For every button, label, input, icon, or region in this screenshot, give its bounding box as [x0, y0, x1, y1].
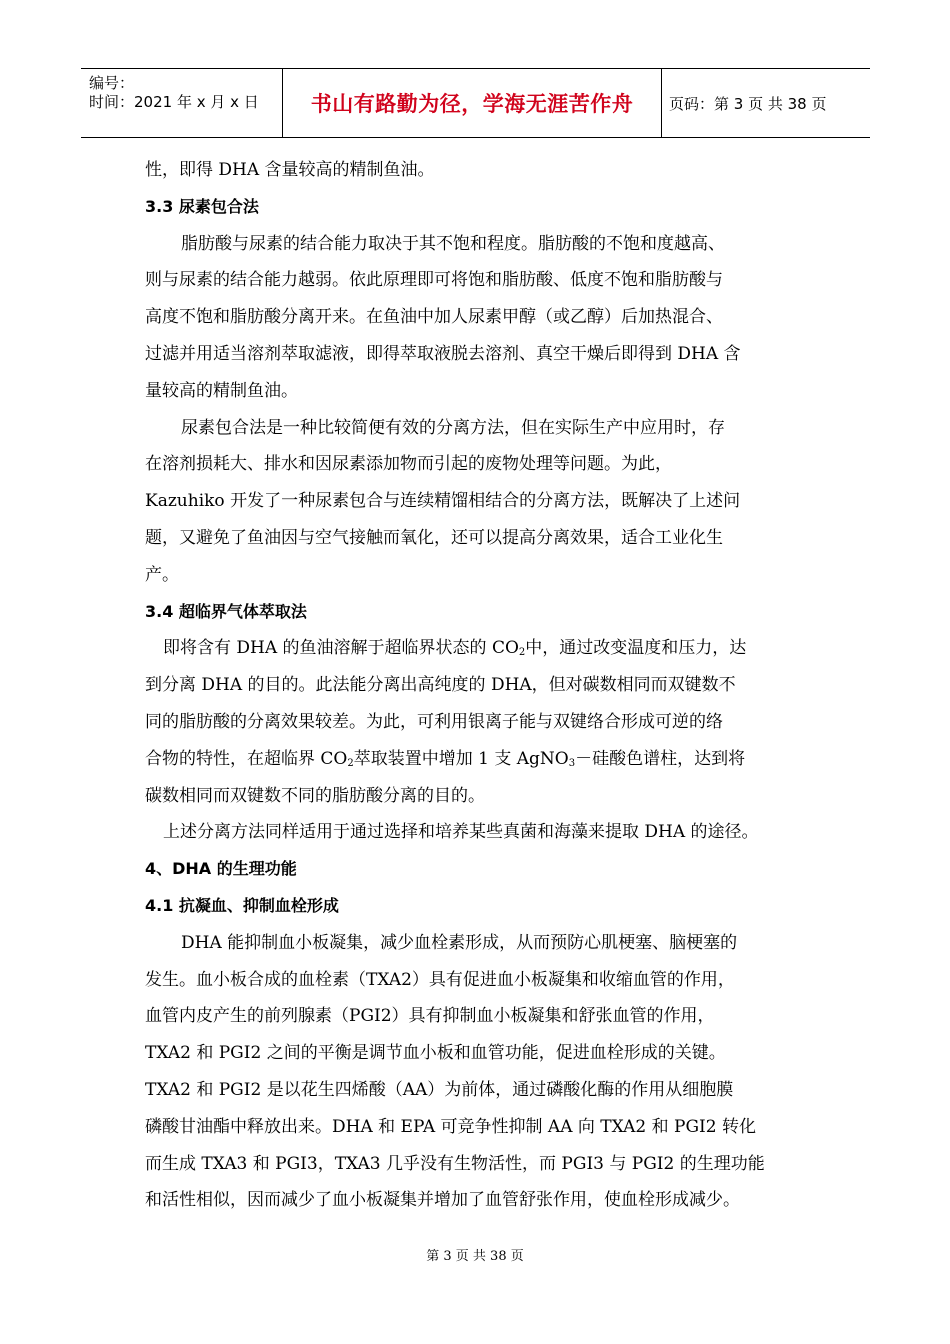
paragraph-line: 发生。血小板合成的血栓素（TXA2）具有促进血小板凝集和收缩血管的作用，: [145, 969, 735, 990]
header-date: 时间：2021 年 x 月 x 日: [89, 93, 259, 111]
paragraph-line: 而生成 TXA3 和 PGI3，TXA3 几乎没有生物活性，而 PGI3 与 PGI2 的生理功能: [145, 1153, 765, 1174]
paragraph-line: [145, 630, 825, 667]
text-run: 合物的特性，在超临界 CO: [145, 748, 348, 769]
header-page-number: 页码：第 3 页 共 38 页: [669, 94, 827, 113]
section-heading-4: 4、DHA 的生理功能: [145, 859, 297, 879]
paragraph-line: 高度不饱和脂肪酸分离开来。在鱼油中加人尿素甲醇（或乙醇）后加热混合、: [145, 307, 723, 328]
section-heading-3-3: 3.3 尿素包合法: [145, 196, 259, 216]
text-run: 萃取装置中增加 1 支 AgNO: [353, 748, 569, 769]
document-body: [145, 152, 825, 1219]
paragraph-line: 产。: [145, 564, 179, 585]
paragraph-line: 血管内皮产生的前列腺素（PGI2）具有抑制血小板凝集和舒张血管的作用，: [145, 1006, 715, 1027]
paragraph-line: 到分离 DHA 的目的。此法能分离出高纯度的 DHA，但对碳数相同而双键数不: [145, 675, 736, 696]
paragraph-line: Kazuhiko 开发了一种尿素包合与连续精馏相结合的分离方法，既解决了上述问: [145, 491, 741, 512]
text-run: 即将含有 DHA 的鱼油溶解于超临界状态的 CO: [163, 638, 519, 659]
section-heading-4-1: 4.1 抗凝血、抑制血栓形成: [145, 895, 339, 915]
text-run: 中，通过改变温度和压力，达: [525, 638, 747, 659]
text-run: －硅酸色谱柱，达到将: [575, 748, 746, 769]
header-meta: [81, 69, 281, 137]
paragraph-line: 题，又避免了鱼油因与空气接触而氧化，还可以提高分离效果，适合工业化生: [145, 527, 723, 548]
paragraph-line: 性，即得 DHA 含量较高的精制鱼油。: [145, 160, 435, 180]
paragraph-line: 和活性相似，因而减少了血小板凝集并增加了血管舒张作用，使血栓形成减少。: [145, 1190, 740, 1211]
subscript: 3: [568, 757, 576, 769]
paragraph-line: 磷酸甘油酯中释放出来。DHA 和 EPA 可竞争性抑制 AA 向 TXA2 和 PGI2 转化: [145, 1116, 756, 1137]
paragraph-line: TXA2 和 PGI2 是以花生四烯酸（AA）为前体，通过磷酸化酶的作用从细胞膜: [145, 1079, 734, 1100]
paragraph-line: 尿素包合法是一种比较简便有效的分离方法，但在实际生产中应用时，存: [181, 417, 725, 438]
paragraph-line: 同的脂肪酸的分离效果较差。为此，可利用银离子能与双键络合形成可逆的络: [145, 711, 723, 732]
paragraph-line: 上述分离方法同样适用于通过选择和培养某些真菌和海藻来提取 DHA 的途径。: [163, 822, 759, 843]
paragraph-line: DHA 能抑制血小板凝集，减少血栓素形成，从而预防心肌梗塞、脑梗塞的: [181, 932, 738, 953]
paragraph-line: 脂肪酸与尿素的结合能力取决于其不饱和程度。脂肪酸的不饱和度越高、: [181, 233, 725, 254]
header-motto: 书山有路勤为径，学海无涯苦作舟: [310, 92, 634, 116]
paragraph-line: [145, 741, 825, 778]
paragraph-line: 过滤并用适当溶剂萃取滤液，即得萃取液脱去溶剂、真空干燥后即得到 DHA 含: [145, 343, 741, 364]
page-footer: 第 3 页 共 38 页: [426, 1249, 524, 1264]
header-motto-cell: [282, 69, 662, 137]
paragraph-line: 在溶剂损耗大、排水和因尿素添加物而引起的废物处理等问题。为此，: [145, 454, 672, 475]
section-heading-3-4: 3.4 超临界气体萃取法: [145, 601, 307, 621]
page-header: [81, 68, 870, 138]
paragraph-line: 则与尿素的结合能力越弱。依此原理即可将饱和脂肪酸、低度不饱和脂肪酸与: [145, 270, 723, 291]
header-number: 编号：: [89, 74, 135, 92]
paragraph-line: TXA2 和 PGI2 之间的平衡是调节血小板和血管功能，促进血栓形成的关键。: [145, 1043, 726, 1064]
subscript: 2: [518, 647, 526, 659]
subscript: 2: [347, 757, 354, 769]
paragraph-line: 量较高的精制鱼油。: [145, 380, 298, 401]
paragraph-line: 碳数相同而双键数不同的脂肪酸分离的目的。: [145, 785, 485, 806]
